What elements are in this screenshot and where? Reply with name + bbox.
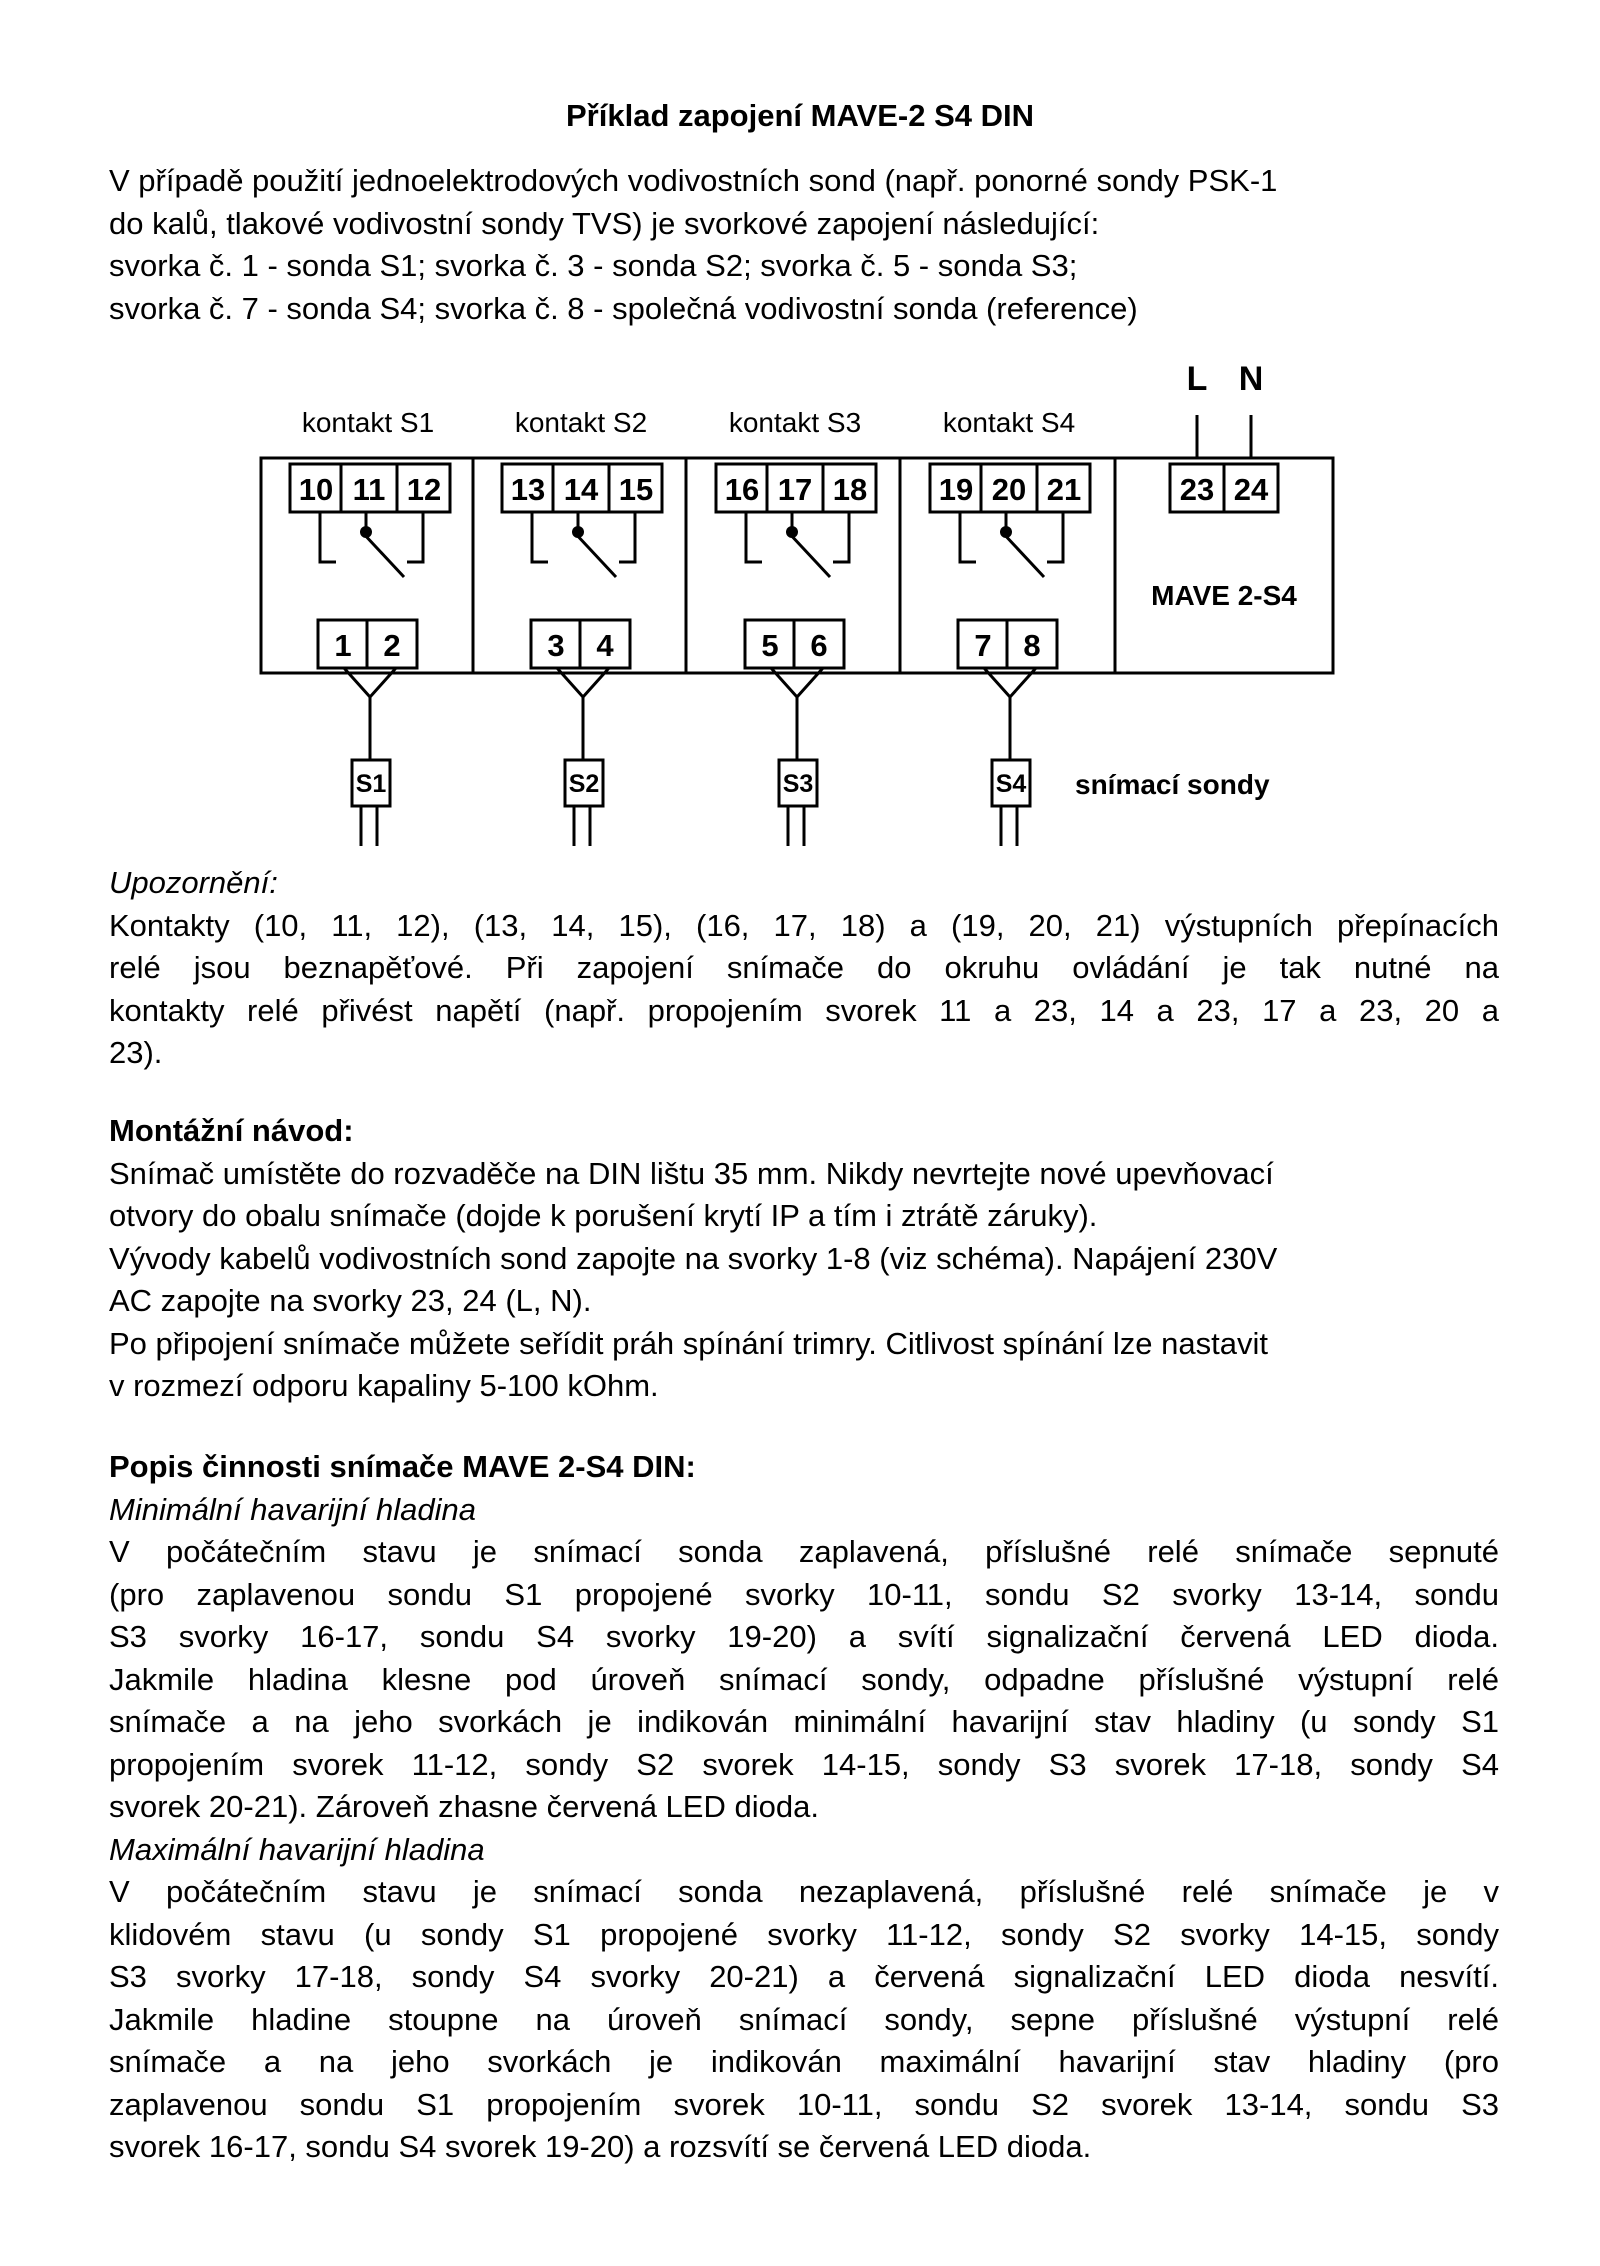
terminal-number: 14 [563, 472, 599, 507]
contact-label: kontakt S3 [728, 407, 862, 438]
terminal-number: 16 [724, 472, 760, 507]
input-terminal: 8 [1023, 628, 1041, 663]
wiring-diagram [0, 350, 1600, 850]
terminal-number: 18 [832, 472, 868, 507]
mounting-line: v rozmezí odporu kapaliny 5-100 kOhm. [109, 1368, 659, 1403]
power-terminal: 24 [1233, 472, 1269, 507]
min-level-line: propojením svorek 11-12, sondy S2 svorek 14-15, sondy S3 svorek 17-18, sondy S4 [109, 1746, 1499, 1782]
probe-label: S3 [782, 770, 814, 798]
max-level-line: snímače a na jeho svorkách je indikován maximální havarijní stav hladiny (pro [109, 2044, 1499, 2079]
contact-label: kontakt S4 [942, 407, 1076, 438]
terminal-number: 19 [938, 472, 974, 507]
input-terminal: 7 [974, 628, 992, 663]
mounting-section [109, 1110, 1499, 1408]
max-level-heading: Maximální havarijní hladina [109, 1831, 485, 1867]
min-level-line: V počátečním stavu je snímací sonda zaplavená, příslušné relé snímače sepnuté [109, 1534, 1499, 1569]
mounting-line: AC zapojte na svorky 23, 24 (L, N). [109, 1283, 592, 1318]
probe-label: S4 [995, 770, 1027, 798]
intro-paragraph [109, 160, 1499, 330]
max-level-line: klidovém stavu (u sondy S1 propojené svorky 11-12, sondy S2 svorky 14-15, sondy [109, 1916, 1499, 1952]
terminal-number: 10 [298, 472, 334, 507]
mounting-line: otvory do obalu snímače (dojde k porušení krytí IP a tím i ztrátě záruky). [109, 1198, 1098, 1233]
mounting-line: Snímač umístěte do rozvaděče na DIN lištu 35 mm. Nikdy nevrtejte nové upevňovací [109, 1155, 1274, 1191]
probe-label: S1 [355, 770, 387, 798]
min-level-line: Jakmile hladina klesne pod úroveň snímací sondy, odpadne příslušné výstupní relé [109, 1661, 1499, 1697]
min-level-line: svorek 20-21). Zároveň zhasne červená LED dioda. [109, 1789, 819, 1824]
min-level-heading: Minimální havarijní hladina [109, 1491, 477, 1527]
mounting-line: Vývody kabelů vodivostních sond zapojte na svorky 1-8 (viz schéma). Napájení 230V [109, 1240, 1278, 1276]
min-level-line: (pro zaplavenou sondu S1 propojené svorky 10-11, sondu S2 svorky 13-14, sondu [109, 1576, 1499, 1612]
warning-heading: Upozornění: [109, 865, 278, 900]
page-title: Příklad zapojení MAVE-2 S4 DIN [566, 98, 1034, 133]
intro-line: svorka č. 1 - sonda S1; svorka č. 3 - sonda S2; svorka č. 5 - sonda S3; [109, 248, 1078, 283]
max-level-line: zaplavenou sondu S1 propojením svorek 10-11, sondu S2 svorek 13-14, sondu S3 [109, 2086, 1499, 2122]
mounting-heading: Montážní návod: [109, 1113, 354, 1148]
warning-line: Kontakty (10, 11, 12), (13, 14, 15), (16, 17, 18) a (19, 20, 21) výstupních přepínacích [109, 907, 1499, 943]
terminal-number: 21 [1046, 472, 1082, 507]
probe-label: S2 [568, 770, 600, 798]
power-label-l: L [1186, 360, 1208, 398]
max-level-line: V počátečním stavu je snímací sonda nezaplavená, příslušné relé snímače je v [109, 1874, 1499, 1909]
input-terminal: 5 [761, 628, 779, 663]
terminal-number: 15 [618, 472, 654, 507]
min-level-line: snímače a na jeho svorkách je indikován minimální havarijní stav hladiny (u sondy S1 [109, 1704, 1499, 1739]
input-terminal: 2 [383, 628, 401, 663]
intro-line: V případě použití jednoelektrodových vodivostních sond (např. ponorné sondy PSK-1 [109, 163, 1278, 198]
input-terminal: 4 [596, 628, 614, 663]
warning-line: relé jsou beznapěťové. Při zapojení snímače do okruhu ovládání je tak nutné na [109, 950, 1499, 985]
operation-heading: Popis činnosti snímače MAVE 2-S4 DIN: [109, 1449, 696, 1484]
contact-label: kontakt S1 [301, 407, 435, 438]
operation-section [109, 1446, 1499, 2169]
terminal-number: 13 [510, 472, 546, 507]
terminal-number: 20 [991, 472, 1027, 507]
device-label: MAVE 2-S4 [1151, 580, 1297, 611]
intro-line: do kalů, tlakové vodivostní sondy TVS) je svorkové zapojení následující: [109, 205, 1100, 241]
input-terminal: 3 [547, 628, 565, 663]
probes-label: snímací sondy [1075, 769, 1270, 800]
input-terminal: 1 [334, 628, 352, 663]
power-label-n: N [1238, 360, 1264, 398]
contact-group-s4 [930, 407, 1090, 846]
max-level-line: Jakmile hladine stoupne na úroveň snímací sondy, sepne příslušné výstupní relé [109, 2001, 1499, 2037]
warning-section [109, 862, 1499, 1075]
input-terminal: 6 [810, 628, 828, 663]
terminal-number: 12 [406, 472, 442, 507]
mounting-line: Po připojení snímače můžete seřídit práh spínání trimry. Citlivost spínání lze nastavit [109, 1325, 1268, 1361]
terminal-number: 17 [777, 472, 813, 507]
power-terminal: 23 [1179, 472, 1215, 507]
contact-group-s3 [716, 407, 876, 846]
intro-line: svorka č. 7 - sonda S4; svorka č. 8 - společná vodivostní sonda (reference) [109, 290, 1138, 326]
max-level-line: svorek 16-17, sondu S4 svorek 19-20) a rozsvítí se červená LED dioda. [109, 2129, 1092, 2164]
min-level-line: S3 svorky 16-17, sondu S4 svorky 19-20) a svítí signalizační červená LED dioda. [109, 1619, 1499, 1654]
contact-group-s1 [290, 407, 450, 846]
terminal-number: 11 [352, 472, 386, 507]
warning-line: 23). [109, 1035, 163, 1070]
contact-label: kontakt S2 [514, 407, 648, 438]
power-group [1151, 464, 1297, 611]
contact-group-s2 [502, 407, 662, 846]
warning-line: kontakty relé přivést napětí (např. propojením svorek 11 a 23, 14 a 23, 17 a 23, 20 a [109, 992, 1499, 1028]
max-level-line: S3 svorky 17-18, sondy S4 svorky 20-21) a červená signalizační LED dioda nesvítí. [109, 1959, 1499, 1994]
